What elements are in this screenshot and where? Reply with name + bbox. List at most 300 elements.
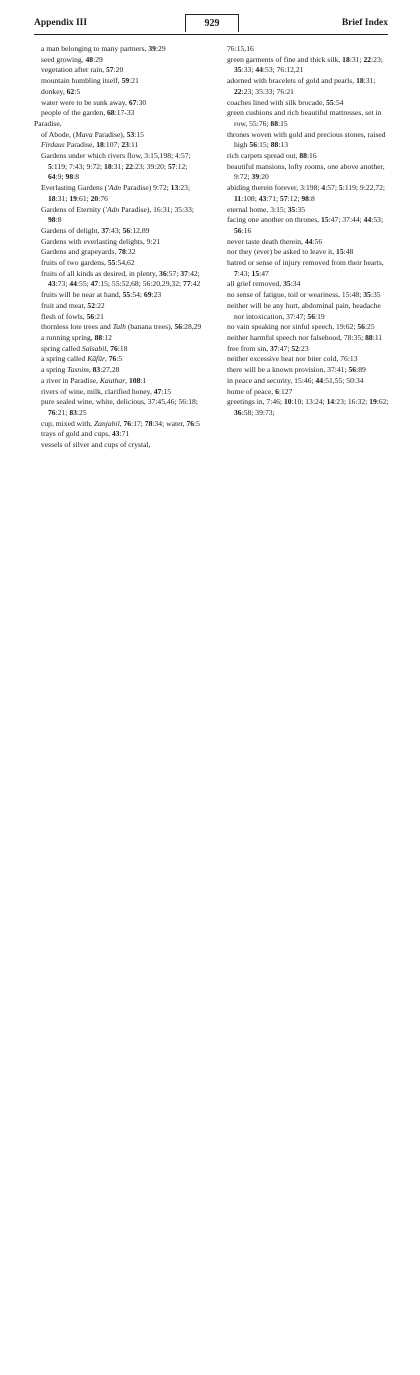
entry-text: :32 [125, 247, 136, 257]
page-header [34, 14, 388, 34]
chapter-ref: 20 [90, 193, 99, 203]
entry-text: :15 [161, 386, 172, 396]
chapter-ref: 98 [301, 193, 309, 203]
chapter-ref: 56 [249, 140, 257, 150]
term-italic: Zanjabil [93, 418, 120, 428]
index-entry [34, 55, 204, 66]
entry-text: (banana trees), [125, 322, 175, 332]
chapter-ref: 76 [123, 418, 132, 428]
index-entry [34, 312, 204, 323]
entry-text: :43; [108, 225, 123, 235]
entry-text: :18 [117, 343, 128, 353]
term-italic: Firdaus [41, 140, 65, 150]
index-entry [220, 98, 390, 109]
entry-text: :47 [259, 268, 269, 278]
index-entry [34, 151, 204, 183]
entry-text: nor they (ever) be asked to leave it, [227, 247, 337, 257]
entry-text: fruits of two gardens, [41, 258, 108, 268]
chapter-ref: 88 [270, 140, 279, 150]
entry-text: eternal home, 3:15; [227, 204, 288, 214]
index-entry [220, 151, 390, 162]
entry-text: :8 [55, 215, 62, 225]
index-column-right [220, 44, 390, 419]
chapter-ref: 56 [348, 365, 357, 375]
chapter-ref: 88 [270, 118, 279, 128]
entry-text: :55; [76, 279, 91, 289]
entry-text: :31; [349, 54, 364, 64]
chapter-ref: 83 [69, 407, 77, 417]
index-entry [220, 183, 390, 204]
entry-text: :25 [364, 322, 375, 332]
index-entry [34, 258, 204, 269]
index-entry [220, 333, 390, 344]
entry-text: vegetation after rain, [41, 65, 106, 75]
chapter-ref: 35 [283, 279, 291, 289]
chapter-ref: 37 [101, 225, 109, 235]
index-entry [34, 226, 204, 237]
entry-text: adorned with bracelets of gold and pearls, [227, 76, 357, 86]
index-entry [220, 301, 390, 322]
entry-text: hatred or sense of injury removed from their hearts, [227, 258, 384, 268]
chapter-ref: 88 [299, 151, 307, 161]
chapter-ref: 57 [280, 193, 288, 203]
entry-text: no sense of fatigue, toil or weariness, 15:48; [227, 290, 364, 300]
entry-text: :56 [312, 236, 323, 246]
entry-text: :8 [308, 193, 315, 203]
chapter-ref: 14 [326, 397, 335, 407]
entry-text: :23 [298, 343, 309, 353]
chapter-ref: 37 [180, 268, 188, 278]
index-entry [34, 376, 204, 387]
index-entry [34, 205, 204, 226]
chapter-ref: 18 [342, 54, 350, 64]
chapter-ref: 6 [275, 386, 279, 396]
entry-text: :107; [103, 140, 122, 150]
index-entry [220, 55, 390, 76]
entry-text: :17-33 [114, 108, 135, 118]
chapter-ref: 83 [92, 365, 101, 375]
entry-text: fruits will be near at hand, [41, 290, 123, 300]
chapter-ref: 19 [369, 397, 377, 407]
index-entry [220, 344, 390, 355]
index-entry [220, 397, 390, 418]
chapter-ref: 4 [321, 183, 326, 193]
entry-text: neither excessive heat nor biter cold, 76:13 [227, 354, 358, 364]
chapter-ref: 15 [321, 215, 329, 225]
chapter-ref: 56 [357, 322, 365, 332]
chapter-ref: 43 [258, 193, 267, 203]
entry-text: :34; water, [152, 418, 187, 428]
running-head-right: Brief Index [341, 18, 388, 28]
entry-text: :9; [55, 172, 66, 182]
entry-text: :127 [278, 386, 293, 396]
entry-text: :10; 13:24; [291, 397, 327, 407]
chapter-ref: 18 [96, 140, 104, 150]
chapter-ref: 62 [66, 86, 75, 96]
entry-text: a spring [41, 365, 68, 375]
chapter-ref: 55 [122, 290, 131, 300]
index-entry [220, 290, 390, 301]
entry-text: green cushions and rich beautiful mattresses, set in row, 55:76; [227, 108, 382, 128]
term-italic: Tasnim [67, 365, 89, 375]
entry-text: :20 [113, 65, 124, 75]
entry-text: thornless lote trees and [41, 322, 113, 332]
entry-text: no vain speaking nor sinful speech, 19:62; [227, 322, 358, 332]
entry-text: :33; [241, 65, 256, 75]
index-entry [34, 130, 204, 141]
entry-text: abiding therein forever, 3:198; [227, 183, 322, 193]
chapter-ref: 18 [104, 161, 112, 171]
entry-text: never taste death therein, [227, 236, 305, 246]
chapter-ref: 69 [143, 290, 152, 300]
entry-text: :21 [129, 76, 139, 86]
entry-text: Gardens of Eternity ( [41, 204, 106, 214]
entry-text: :12; [287, 193, 302, 203]
term-italic: 'Adn [105, 204, 120, 214]
entry-text: :29 [93, 54, 103, 64]
entry-text: :27,28 [100, 365, 120, 375]
chapter-ref: 108 [128, 375, 141, 385]
index-entry [34, 387, 204, 398]
chapter-ref: 47 [90, 279, 99, 289]
entry-text: rich carpets spread out, [227, 151, 300, 161]
entry-text: :42 [190, 279, 201, 289]
entry-text: neither harmful speech nor falsehood, 78:35; [227, 332, 366, 342]
index-entry [34, 183, 204, 204]
entry-text: green garments of fine and thick silk, [227, 54, 343, 64]
entry-text: mountain humbling itself, [41, 76, 122, 86]
entry-text: :15 [134, 129, 144, 139]
entry-text: :31; [55, 193, 70, 203]
chapter-ref: 47 [153, 386, 162, 396]
chapter-ref: 56 [122, 225, 131, 235]
entry-text: :20 [259, 172, 269, 182]
entry-text: :53; 76:12,21 [262, 65, 304, 75]
entry-text: :51,55; 50:34 [323, 375, 364, 385]
entry-text: , [104, 354, 109, 364]
entry-text: there will be a known provision, 37:41; [227, 365, 349, 375]
chapter-ref: 44 [69, 279, 77, 289]
entry-text: :35 [295, 204, 306, 214]
entry-text: all grief removed, [227, 279, 284, 289]
term-italic: Kauthar [99, 375, 126, 385]
entry-text: :30 [136, 97, 147, 107]
index-entry [34, 397, 204, 418]
index-entry [34, 419, 204, 430]
index-entry [220, 387, 390, 398]
entry-text: :73; [55, 279, 70, 289]
chapter-ref: 43 [111, 429, 120, 439]
chapter-ref: 5 [48, 161, 52, 171]
index-entry [34, 344, 204, 355]
chapter-ref: 22 [234, 86, 242, 96]
chapter-ref: 56 [174, 322, 183, 332]
entry-text: a spring called [41, 354, 88, 364]
entry-text: , [106, 343, 111, 353]
entry-text: thrones woven with gold and precious stones, raised high [227, 129, 386, 150]
index-entry [34, 247, 204, 258]
entry-text: of Abode, ( [41, 129, 76, 139]
entry-text: :119; 7:43; 9:72; [51, 161, 105, 171]
entry-text: :47; [277, 343, 292, 353]
entry-text: :23; 16:32; [334, 397, 370, 407]
chapter-ref: 35 [363, 290, 371, 300]
entry-text: :76 [98, 193, 108, 203]
chapter-ref: 22 [125, 161, 133, 171]
entry-text: fruits of all kinds as desired, in plenty, [41, 268, 160, 278]
entry-text: :57; [325, 183, 339, 193]
index-entry [34, 440, 204, 451]
chapter-ref: 10 [283, 397, 292, 407]
entry-text: :34 [290, 279, 301, 289]
entry-text: :42; [187, 268, 200, 278]
index-entry [34, 290, 204, 301]
index-entry [34, 354, 204, 365]
index-entry [34, 269, 204, 290]
entry-text: beautiful mansions, lofty rooms, one above another, 9:72; [227, 161, 385, 182]
chapter-ref: 39 [148, 44, 156, 53]
entry-text: Gardens with everlasting delights, 9:21 [41, 236, 161, 246]
entry-text: a running spring, [41, 332, 95, 342]
entry-text: :5 [116, 354, 123, 364]
chapter-ref: 7 [234, 268, 238, 278]
term-italic: Kāfūr [87, 354, 105, 364]
chapter-ref: 55 [326, 97, 334, 107]
entry-text: Gardens under which rivers flow, 3:15,198; 4:57; [41, 151, 191, 161]
index-entry [220, 162, 390, 183]
chapter-ref: 68 [107, 108, 115, 118]
chapter-ref: 53 [126, 129, 135, 139]
entry-text: Everlasting Gardens ( [41, 183, 108, 193]
entry-text: flesh of fowls, [41, 311, 87, 321]
index-entry [34, 429, 204, 440]
chapter-ref: 57 [167, 161, 176, 171]
entry-text: people of the garden, [41, 108, 107, 118]
entry-text: Gardens and grapeyards, [41, 247, 119, 257]
entry-text: :21 [94, 311, 104, 321]
index-entry [220, 279, 390, 290]
chapter-ref: 13 [170, 183, 179, 193]
chapter-ref: 19 [69, 193, 77, 203]
chapter-ref: 59 [121, 76, 130, 86]
chapter-ref: 15 [251, 268, 260, 278]
entry-text: :12 [102, 332, 112, 342]
entry-text: :13 [278, 140, 289, 150]
entry-text: :15; [257, 140, 271, 150]
index-entry [34, 108, 204, 119]
index-entry [220, 354, 390, 365]
chapter-ref: 56 [307, 311, 315, 321]
entry-text: :1 [140, 375, 147, 385]
entry-text: donkey, [41, 86, 67, 96]
chapter-ref: 37 [270, 343, 278, 353]
entry-text: :54; [130, 290, 144, 300]
chapter-ref: 52 [291, 343, 299, 353]
entry-text: Paradise, [64, 140, 97, 150]
entry-text: Paradise), [92, 129, 127, 139]
entry-text: :35 [370, 290, 381, 300]
index-entry [220, 130, 390, 151]
entry-text: :15 [278, 118, 288, 128]
entry-text: fruit and meat, [41, 300, 88, 310]
index-entry [34, 44, 204, 55]
entry-text: spring called [41, 343, 82, 353]
entry-text: in peace and security, 15:46; [227, 375, 316, 385]
chapter-ref: 76 [186, 418, 195, 428]
chapter-ref: 77 [183, 279, 191, 289]
chapter-ref: 76 [108, 354, 117, 364]
index-entry [220, 237, 390, 248]
entry-text: vessels of silver and cups of crystal, [41, 440, 151, 450]
header-rule [34, 34, 388, 35]
entry-text: Paradise, [34, 118, 62, 128]
chapter-ref: 56 [234, 225, 242, 235]
entry-text: :62; [376, 397, 389, 407]
entry-text: :29 [155, 44, 166, 53]
chapter-ref: 22 [363, 54, 372, 64]
index-heading [34, 119, 204, 130]
chapter-ref: 67 [128, 97, 137, 107]
entry-text: :16 [241, 225, 252, 235]
entry-text: :71 [119, 429, 130, 439]
index-entry [34, 65, 204, 76]
entry-text: :15; 55:52,68; 56:20,29,32; [98, 279, 184, 289]
chapter-ref: 44 [304, 236, 313, 246]
entry-text: :21; [55, 407, 70, 417]
chapter-ref: 98 [65, 172, 74, 182]
index-entry [34, 87, 204, 98]
index-entry [220, 76, 390, 97]
entry-text: 76:15,16 [227, 44, 254, 53]
index-entry [220, 258, 390, 279]
entry-text: facing one another on thrones, [227, 215, 322, 225]
entry-text: :23 [151, 290, 162, 300]
entry-text: home of peace, [227, 386, 276, 396]
chapter-ref: 44 [363, 215, 372, 225]
index-entry [220, 215, 390, 236]
chapter-ref: 78 [144, 418, 153, 428]
term-italic: Talh [112, 322, 126, 332]
entry-text: :11 [372, 332, 383, 342]
entry-text: :57; [166, 268, 181, 278]
entry-text: :22 [94, 300, 105, 310]
entry-text: pure sealed wine, white, delicious, 37:45,46; 56:18; [41, 397, 198, 407]
entry-text: , [125, 375, 129, 385]
term-italic: 'Adn [107, 183, 122, 193]
chapter-ref: 52 [87, 300, 95, 310]
entry-text: greetings in, 7:46; [227, 397, 284, 407]
chapter-ref: 64 [48, 172, 56, 182]
chapter-ref: 11 [234, 193, 242, 203]
chapter-ref: 36 [159, 268, 167, 278]
entry-text: :23; [178, 183, 191, 193]
index-entry [34, 333, 204, 344]
entry-text: :12,89 [130, 225, 150, 235]
entry-text: :108; [241, 193, 259, 203]
entry-text: :11 [128, 140, 139, 150]
index-entry [220, 247, 390, 258]
entry-text: :5 [194, 418, 200, 428]
entry-text: Paradise), 16:31; 35:33; [119, 204, 194, 214]
chapter-ref: 57 [105, 65, 114, 75]
entry-text: :12; [175, 161, 188, 171]
entry-text: :28,29 [182, 322, 202, 332]
chapter-ref: 98 [48, 215, 56, 225]
entry-text: :23; 39:20; [132, 161, 168, 171]
entry-text: trays of gold and cups, [41, 429, 112, 439]
entry-text: neither will be any hurt, abdominal pain, headache nor intoxication, 37:47; [227, 300, 381, 321]
index-entry [34, 301, 204, 312]
chapter-ref: 23 [121, 140, 129, 150]
entry-text: :17; [131, 418, 145, 428]
chapter-ref: 35 [234, 65, 242, 75]
index-entry [34, 365, 204, 376]
entry-text: :23; [371, 54, 383, 64]
chapter-ref: 48 [85, 54, 94, 64]
index-entry [220, 44, 390, 55]
index-entry [220, 376, 390, 387]
entry-text: :89 [356, 365, 366, 375]
page-number: 929 [185, 14, 239, 32]
index-entry [34, 98, 204, 109]
entry-text: Paradise) 9:72; [121, 183, 171, 193]
entry-text: , [119, 418, 124, 428]
chapter-ref: 18 [356, 76, 364, 86]
entry-text: free from sin, [227, 343, 271, 353]
index-entry [220, 322, 390, 333]
entry-text: Gardens of delight, [41, 225, 102, 235]
running-head-left: Appendix III [34, 18, 88, 28]
index-entry [220, 205, 390, 216]
chapter-ref: 76 [110, 343, 118, 353]
entry-text: :54 [333, 97, 344, 107]
entry-text: :54,62 [115, 258, 135, 268]
chapter-ref: 56 [86, 311, 95, 321]
entry-text: seed growing, [41, 54, 86, 64]
entry-text: , [88, 365, 93, 375]
chapter-ref: 43 [48, 279, 56, 289]
chapter-ref: 15 [336, 247, 344, 257]
entry-text: :19 [315, 311, 325, 321]
entry-text: :48 [343, 247, 354, 257]
entry-text: :5 [74, 86, 81, 96]
index-entry [34, 322, 204, 333]
entry-text: :16 [306, 151, 317, 161]
entry-text: :25 [76, 407, 87, 417]
entry-text: :53; [371, 215, 384, 225]
entry-text: :119; 9:22,72; [342, 183, 386, 193]
index-entry [34, 76, 204, 87]
chapter-ref: 44 [315, 375, 324, 385]
chapter-ref: 36 [234, 407, 242, 417]
chapter-ref: 18 [48, 193, 56, 203]
index-entry [34, 237, 204, 248]
index-entry [34, 140, 204, 151]
chapter-ref: 5 [338, 183, 343, 193]
entry-text: water were to be sunk away, [41, 97, 129, 107]
entry-text: :58; 39:73; [241, 407, 275, 417]
entry-text: :23; 35:33; 76:21 [241, 86, 294, 96]
entry-text: :61; [76, 193, 91, 203]
chapter-ref: 35 [287, 204, 296, 214]
chapter-ref: 44 [255, 65, 263, 75]
entry-text: :8 [73, 172, 80, 182]
chapter-ref: 78 [118, 247, 126, 257]
entry-text: cup, mixed with, [41, 418, 94, 428]
entry-text: :31; [111, 161, 126, 171]
term-italic: Salsabil [81, 343, 107, 353]
entry-text: :43; [237, 268, 252, 278]
